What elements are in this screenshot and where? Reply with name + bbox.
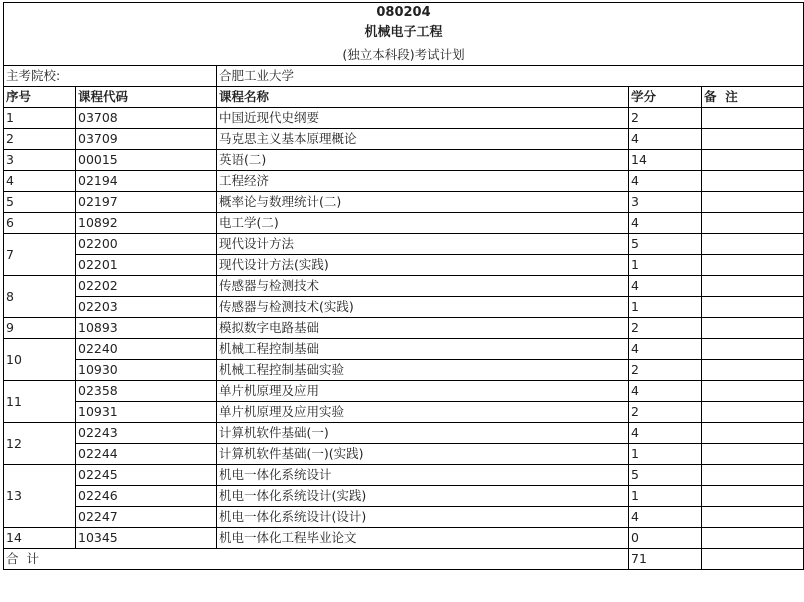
row-seq: 14 [4, 528, 76, 549]
plan-header-row [4, 3, 804, 66]
row-name: 模拟数字电路基础 [217, 318, 629, 339]
row-credit: 4 [629, 423, 702, 444]
row-seq: 8 [4, 276, 76, 318]
row-note [702, 465, 804, 486]
row-code: 10931 [76, 402, 217, 423]
row-note [702, 507, 804, 528]
table-row [4, 444, 804, 465]
row-note [702, 276, 804, 297]
table-row [4, 297, 804, 318]
table-row [4, 318, 804, 339]
row-code: 03709 [76, 129, 217, 150]
row-note [702, 171, 804, 192]
plan-header [4, 3, 804, 66]
row-seq: 4 [4, 171, 76, 192]
row-note [702, 150, 804, 171]
plan-subtitle: (独立本科段)考试计划 [342, 47, 465, 62]
row-name: 传感器与检测技术 [217, 276, 629, 297]
row-name: 单片机原理及应用实验 [217, 402, 629, 423]
table-row [4, 234, 804, 255]
table-row [4, 465, 804, 486]
row-seq: 13 [4, 465, 76, 528]
row-seq: 7 [4, 234, 76, 276]
row-credit: 4 [629, 507, 702, 528]
column-header-code: 课程代码 [76, 87, 217, 108]
major-name: 机械电子工程 [364, 25, 443, 40]
row-credit: 2 [629, 318, 702, 339]
total-note [702, 549, 804, 570]
row-credit: 4 [629, 381, 702, 402]
row-credit: 1 [629, 486, 702, 507]
total-credit: 71 [629, 549, 702, 570]
exam-plan-table [3, 2, 804, 570]
row-note [702, 318, 804, 339]
row-seq: 12 [4, 423, 76, 465]
row-credit: 1 [629, 255, 702, 276]
row-name: 机电一体化工程毕业论文 [217, 528, 629, 549]
column-header-note: 备 注 [702, 87, 804, 108]
row-seq: 5 [4, 192, 76, 213]
row-code: 02243 [76, 423, 217, 444]
row-note [702, 381, 804, 402]
row-code: 02201 [76, 255, 217, 276]
table-row [4, 507, 804, 528]
row-note [702, 528, 804, 549]
row-credit: 5 [629, 465, 702, 486]
row-name: 机电一体化系统设计(实践) [217, 486, 629, 507]
row-name: 中国近现代史纲要 [217, 108, 629, 129]
row-seq: 2 [4, 129, 76, 150]
row-code: 03708 [76, 108, 217, 129]
row-note [702, 423, 804, 444]
row-code: 10892 [76, 213, 217, 234]
row-note [702, 486, 804, 507]
row-name: 马克思主义基本原理概论 [217, 129, 629, 150]
row-credit: 4 [629, 129, 702, 150]
row-code: 02194 [76, 171, 217, 192]
row-seq: 1 [4, 108, 76, 129]
row-seq: 11 [4, 381, 76, 423]
row-code: 02358 [76, 381, 217, 402]
institution-label: 主考院校: [4, 66, 217, 87]
table-row [4, 171, 804, 192]
row-code: 02203 [76, 297, 217, 318]
row-code: 02246 [76, 486, 217, 507]
row-note [702, 360, 804, 381]
row-name: 传感器与检测技术(实践) [217, 297, 629, 318]
row-note [702, 297, 804, 318]
row-code: 02200 [76, 234, 217, 255]
row-credit: 2 [629, 402, 702, 423]
row-name: 计算机软件基础(一) [217, 423, 629, 444]
row-code: 02240 [76, 339, 217, 360]
table-row [4, 360, 804, 381]
table-row [4, 150, 804, 171]
row-code: 10930 [76, 360, 217, 381]
row-name: 电工学(二) [217, 213, 629, 234]
row-credit: 1 [629, 444, 702, 465]
row-note [702, 339, 804, 360]
column-header-row [4, 87, 804, 108]
row-name: 现代设计方法 [217, 234, 629, 255]
row-credit: 4 [629, 339, 702, 360]
total-label: 合 计 [4, 549, 629, 570]
institution-value: 合肥工业大学 [217, 66, 804, 87]
row-credit: 1 [629, 297, 702, 318]
table-row [4, 402, 804, 423]
row-credit: 14 [629, 150, 702, 171]
row-name: 计算机软件基础(一)(实践) [217, 444, 629, 465]
row-credit: 4 [629, 171, 702, 192]
row-credit: 2 [629, 360, 702, 381]
row-note [702, 108, 804, 129]
row-note [702, 255, 804, 276]
row-note [702, 192, 804, 213]
row-seq: 3 [4, 150, 76, 171]
row-code: 02245 [76, 465, 217, 486]
table-row [4, 423, 804, 444]
table-row [4, 381, 804, 402]
table-row [4, 486, 804, 507]
row-note [702, 402, 804, 423]
row-name: 概率论与数理统计(二) [217, 192, 629, 213]
row-code: 02244 [76, 444, 217, 465]
row-code: 10345 [76, 528, 217, 549]
row-code: 10893 [76, 318, 217, 339]
row-credit: 4 [629, 213, 702, 234]
row-name: 机电一体化系统设计(设计) [217, 507, 629, 528]
row-code: 02197 [76, 192, 217, 213]
row-credit: 0 [629, 528, 702, 549]
row-name: 单片机原理及应用 [217, 381, 629, 402]
row-name: 机电一体化系统设计 [217, 465, 629, 486]
row-note [702, 234, 804, 255]
table-row [4, 129, 804, 150]
row-name: 现代设计方法(实践) [217, 255, 629, 276]
table-row [4, 213, 804, 234]
row-note [702, 213, 804, 234]
row-seq: 10 [4, 339, 76, 381]
row-credit: 4 [629, 276, 702, 297]
column-header-seq: 序号 [4, 87, 76, 108]
row-note [702, 129, 804, 150]
row-credit: 5 [629, 234, 702, 255]
row-code: 00015 [76, 150, 217, 171]
table-row [4, 108, 804, 129]
row-code: 02247 [76, 507, 217, 528]
table-row [4, 339, 804, 360]
major-code: 080204 [376, 5, 431, 20]
table-row [4, 276, 804, 297]
row-name: 机械工程控制基础实验 [217, 360, 629, 381]
row-name: 工程经济 [217, 171, 629, 192]
row-seq: 6 [4, 213, 76, 234]
table-row [4, 255, 804, 276]
table-row [4, 528, 804, 549]
column-header-credit: 学分 [629, 87, 702, 108]
row-name: 机械工程控制基础 [217, 339, 629, 360]
row-note [702, 444, 804, 465]
table-row [4, 192, 804, 213]
row-credit: 2 [629, 108, 702, 129]
row-seq: 9 [4, 318, 76, 339]
row-credit: 3 [629, 192, 702, 213]
row-code: 02202 [76, 276, 217, 297]
institution-row [4, 66, 804, 87]
total-row [4, 549, 804, 570]
row-name: 英语(二) [217, 150, 629, 171]
column-header-name: 课程名称 [217, 87, 629, 108]
